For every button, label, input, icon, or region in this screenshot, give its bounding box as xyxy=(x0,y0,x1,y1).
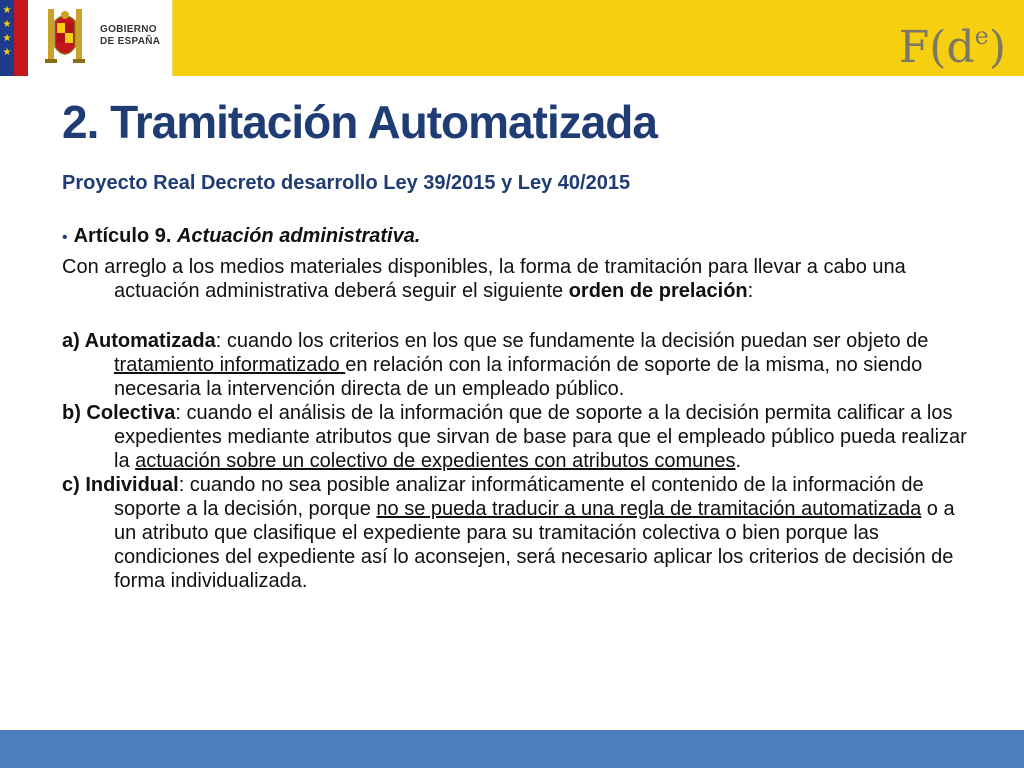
article-label: Artículo 9. xyxy=(73,225,172,247)
item-b-paragraph xyxy=(62,401,972,473)
star-icon: ★ xyxy=(2,5,12,16)
item-c-text-1: : cuando no sea posible analizar informáticamente el contenido de la información de soporte a la decisión, porque xyxy=(114,474,924,520)
article-title: Actuación administrativa. xyxy=(176,225,421,247)
item-b-label: b) Colectiva xyxy=(62,402,176,424)
item-b-text-1: : cuando el análisis de la información que de soporte a la decisión permita calificar a los expedientes mediante atributos que sirvan de base para que el empleado público pueda realizar la xyxy=(114,402,967,472)
star-icon: ★ xyxy=(2,47,12,58)
star-icon: ★ xyxy=(2,19,12,30)
bullet-article xyxy=(62,224,972,250)
fde-sup: e xyxy=(974,22,989,50)
fde-close: ) xyxy=(988,22,1006,73)
item-a-text-2: en relación con la información de soporte de la misma, no siendo necesaria la intervención directa de un empleado público. xyxy=(114,354,923,400)
item-b-underline: actuación sobre un colectivo de expedientes con atributos comunes xyxy=(135,450,736,472)
government-logo xyxy=(28,0,173,76)
footer-band xyxy=(0,730,1024,768)
item-c-label: c) Individual xyxy=(62,474,179,496)
intro-text-1: Con arreglo a los medios materiales disponibles, la forma de tramitación para llevar a cabo una actuación administrativa deberá seguir el siguiente xyxy=(62,256,906,302)
slide-subtitle: Proyecto Real Decreto desarrollo Ley 39/2015 y Ley 40/2015 xyxy=(62,172,631,194)
star-icon: ★ xyxy=(2,33,12,44)
government-text xyxy=(100,24,160,48)
intro-text-2: : xyxy=(747,280,754,302)
item-a-label: a) Automatizada xyxy=(62,330,216,352)
fde-main: F(d xyxy=(898,22,975,73)
item-c-underline: no se pueda traducir a una regla de tramitación automatizada xyxy=(376,498,922,520)
slide-content xyxy=(62,224,972,593)
gov-line-1: GOBIERNO xyxy=(100,24,157,35)
header-band xyxy=(0,0,1024,76)
eu-flag-strip xyxy=(0,0,14,76)
flag-red-strip xyxy=(14,0,28,76)
slide-title: 2. Tramitación Automatizada xyxy=(62,96,657,148)
item-c-text-2: o a un atributo que clasifique el expediente para su tramitación colectiva o bien porque las condiciones del expediente así lo aconsejen, será necesario aplicar los criterios de decisión de forma individualizada. xyxy=(114,498,955,592)
intro-bold: orden de prelación xyxy=(568,280,748,302)
bullet-marker: • xyxy=(62,229,68,246)
fde-logo xyxy=(899,6,1006,78)
item-c-paragraph xyxy=(62,473,972,593)
item-a-paragraph xyxy=(62,329,972,401)
coat-of-arms-icon xyxy=(40,7,90,67)
item-a-text-1: : cuando los criterios en los que se fundamente la decisión puedan ser objeto de xyxy=(215,330,929,352)
intro-paragraph xyxy=(62,255,972,303)
item-b-text-2: . xyxy=(735,450,742,472)
item-a-underline: tratamiento informatizado xyxy=(114,354,346,376)
gov-line-2: DE ESPAÑA xyxy=(100,36,161,47)
